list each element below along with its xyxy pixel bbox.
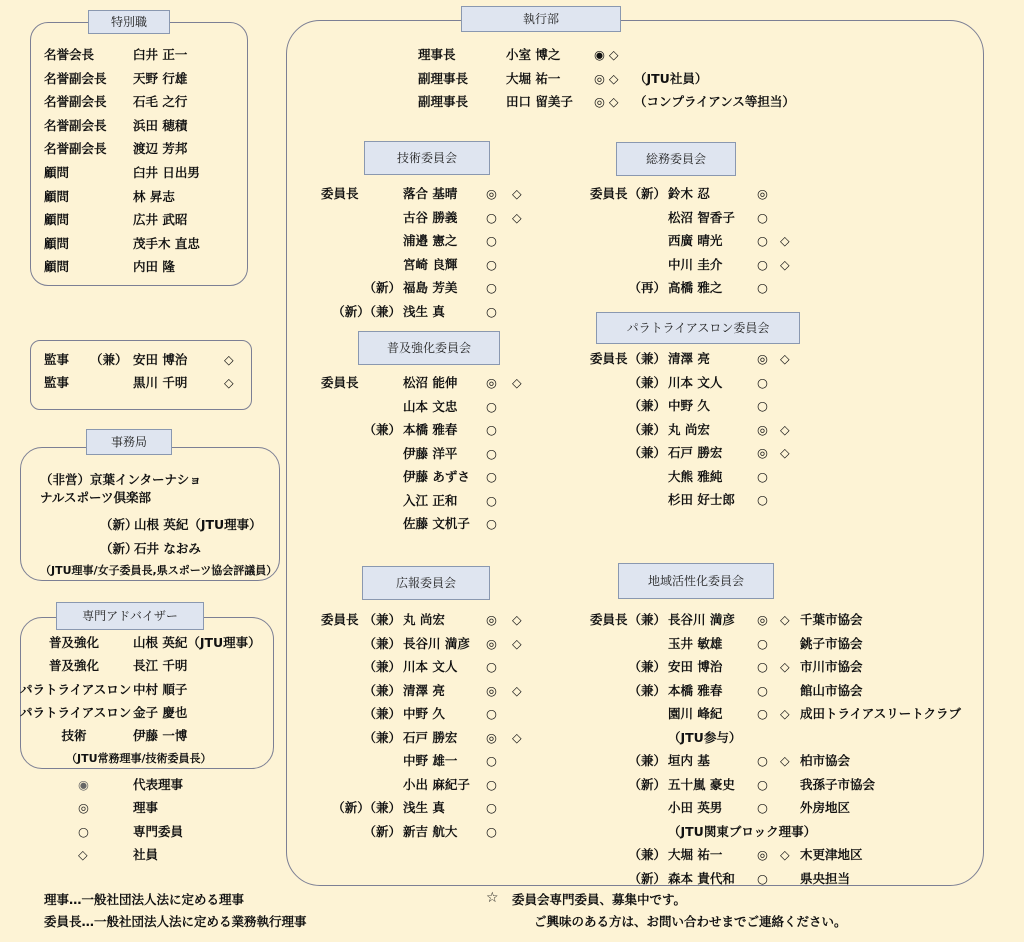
diamond-icon: ◇: [512, 729, 522, 745]
regional-member-name: 森本 貴代和: [668, 870, 735, 886]
diamond-icon: ◇: [512, 612, 522, 627]
regional-chair-role: 委員長: [590, 612, 628, 627]
diamond-icon: ◇: [780, 847, 790, 862]
exec-name: 小室 博之: [506, 47, 561, 62]
legend-label: 専門委員: [133, 823, 184, 839]
advisor-name: 山根 英紀（JTU理事）: [133, 635, 261, 650]
promo-member-name: 山本 文忠: [403, 398, 458, 414]
regional-member-tag: （兼）: [628, 612, 666, 627]
tech-member-name: 浅生 真: [403, 303, 445, 319]
member-status-icon: ◎: [486, 375, 497, 390]
member-status-icon: ○: [486, 233, 497, 248]
diamond-icon: ◇: [780, 421, 790, 437]
regional-member-name: 園川 峰紀: [668, 706, 723, 721]
pr-member-name: 丸 尚宏: [403, 612, 445, 627]
general-member-tag: （再）: [628, 280, 666, 295]
para-chair-role: 委員長: [590, 351, 628, 366]
pr-member-name: 中野 久: [403, 706, 445, 721]
member-status-icon: ○: [757, 256, 768, 272]
regional-member-name: 大堀 祐一: [668, 847, 723, 862]
tech-member-tag: （新）: [363, 280, 401, 295]
advisors-note: （JTU常務理事/技術委員長）: [66, 752, 212, 765]
advisor-field: パラトライアスロン: [20, 681, 132, 697]
footer-def-chair: 委員長…一般社団法人法に定める業務執行理事: [44, 914, 307, 929]
general-member-name: 松沼 智香子: [668, 209, 735, 225]
special-officers-label: 特別職: [88, 10, 170, 34]
executive-label: 執行部: [461, 6, 621, 32]
special-role: 顧問: [44, 259, 70, 275]
tech-chair-role: 委員長: [321, 186, 359, 201]
special-role: 顧問: [44, 235, 70, 251]
member-status-icon: ○: [486, 398, 497, 414]
exec-note: （コンプライアンス等担当）: [634, 94, 795, 109]
member-status-icon: ○: [486, 492, 497, 508]
legend-label: 社員: [133, 846, 159, 862]
special-role: 名誉副会長: [44, 94, 107, 110]
member-status-icon: ○: [486, 706, 497, 721]
member-status-icon: ○: [486, 303, 497, 319]
member-status-icon: ○: [486, 209, 497, 225]
pr-member-tag: （兼）: [363, 729, 401, 745]
regional-area: 県央担当: [800, 870, 851, 886]
advisor-field: 普及強化: [48, 658, 99, 674]
auditor-name: 黒川 千明: [133, 375, 188, 390]
exec-role: 理事長: [418, 47, 456, 62]
star-icon: ☆: [486, 890, 499, 906]
member-status-icon: ○: [486, 280, 497, 295]
pr-member-tag: （新）: [363, 823, 401, 839]
general-member-name: 高橋 雅之: [668, 280, 723, 295]
regional-area: 我孫子市協会: [800, 776, 876, 792]
diamond-icon: ◇: [512, 375, 522, 390]
member-status-icon: ○: [757, 280, 768, 295]
regional-member-tag: （兼）: [628, 682, 666, 698]
regional-member-tag: （兼）: [628, 659, 666, 674]
diamond-icon: ◇: [224, 375, 234, 390]
pr-committee-label: 広報委員会: [362, 566, 490, 600]
secretariat-member-tag: （新）: [100, 517, 138, 532]
secretariat-box: [20, 447, 280, 581]
pr-member-tag: （兼）: [363, 682, 401, 698]
promo-member-name: 佐藤 文机子: [403, 516, 470, 531]
diamond-icon: ◇: [780, 659, 790, 674]
promo-member-name: 伊藤 あずさ: [403, 469, 470, 484]
regional-area: 成田トライアスリートクラブ: [800, 706, 962, 721]
auditor-role: 監事: [44, 375, 70, 390]
secretariat-org-line2: ナルスポーツ倶楽部: [40, 490, 152, 505]
member-status-icon: ○: [757, 635, 768, 651]
advisor-name: 伊藤 一博: [133, 728, 188, 744]
auditor-name: 安田 博治: [133, 352, 188, 367]
auditor-role: 監事: [44, 352, 70, 367]
exec-symbols: ◎ ◇: [594, 94, 619, 109]
exec-symbols: ◎ ◇: [594, 70, 619, 86]
diamond-icon: ◇: [780, 445, 790, 460]
special-name: 林 昇志: [133, 188, 175, 204]
para-member-name: 川本 文人: [668, 374, 723, 390]
diamond-icon: ◇: [780, 753, 790, 768]
advisor-name: 金子 慶也: [133, 704, 188, 720]
tech-committee-label: 技術委員会: [364, 141, 490, 175]
legend-label: 代表理事: [133, 777, 184, 792]
general-committee-label: 総務委員会: [616, 142, 736, 176]
auditor-tag: （兼）: [90, 352, 128, 367]
diamond-icon: ◇: [780, 233, 790, 248]
special-name: 茂手木 直忠: [133, 235, 200, 251]
representative-director-icon: ◉: [78, 777, 89, 792]
regional-member-tag: （兼）: [628, 753, 666, 768]
exec-role: 副理事長: [418, 70, 469, 86]
special-name: 石毛 之行: [133, 94, 188, 110]
tech-member-name: 福島 芳美: [403, 280, 458, 295]
specialist-icon: ○: [78, 823, 89, 839]
para-committee-label: パラトライアスロン委員会: [596, 312, 800, 344]
secretariat-member-tag: （新）: [100, 541, 138, 556]
tech-member-name: 浦邉 憲之: [403, 233, 458, 248]
general-member-name: 中川 圭介: [668, 256, 723, 272]
para-member-name: 石戸 勝宏: [668, 445, 723, 460]
advisor-name: 中村 順子: [133, 681, 188, 697]
member-status-icon: ○: [757, 800, 768, 815]
special-name: 天野 行雄: [133, 70, 188, 86]
member-status-icon: ○: [486, 469, 497, 484]
member-status-icon: ○: [757, 870, 768, 886]
promo-member-name: 本橋 雅春: [403, 422, 458, 437]
general-member-tag: （新）: [628, 186, 666, 201]
diamond-icon: ◇: [780, 256, 790, 272]
regional-member-tag: （兼）: [628, 847, 666, 862]
member-status-icon: ○: [757, 706, 768, 721]
special-name: 広井 武昭: [133, 212, 188, 228]
member-icon: ◇: [78, 846, 88, 862]
advisor-field: 技術: [61, 728, 87, 744]
member-status-icon: ○: [757, 468, 768, 484]
diamond-icon: ◇: [780, 706, 790, 721]
special-name: 臼井 日出男: [133, 165, 200, 180]
member-status-icon: ◎: [486, 186, 497, 201]
pr-member-name: 石戸 勝宏: [403, 729, 458, 745]
pr-member-tag: （兼）: [363, 659, 401, 674]
pr-member-name: 浅生 真: [403, 800, 445, 815]
regional-member-name: 安田 博治: [668, 659, 723, 674]
regional-member-name: （JTU参与）: [668, 729, 742, 745]
member-status-icon: ○: [757, 682, 768, 698]
secretariat-note: （JTU理事/女子委員長,県スポーツ協会評議員）: [40, 564, 278, 577]
pr-member-name: 清澤 亮: [403, 682, 445, 698]
member-status-icon: ◎: [757, 351, 768, 366]
member-status-icon: ◎: [757, 421, 768, 437]
exec-name: 大堀 祐一: [506, 70, 561, 86]
special-name: 渡辺 芳邦: [133, 141, 188, 157]
advisor-field: 普及強化: [48, 635, 99, 650]
member-status-icon: ◎: [757, 186, 768, 201]
special-role: 名誉会長: [44, 47, 95, 62]
member-status-icon: ◎: [757, 612, 768, 627]
special-name: 臼井 正一: [133, 47, 188, 62]
regional-area: 館山市協会: [800, 682, 863, 698]
exec-name: 田口 留美子: [506, 94, 573, 109]
diamond-icon: ◇: [780, 351, 790, 366]
member-status-icon: ○: [486, 753, 497, 768]
exec-role: 副理事長: [418, 94, 469, 109]
member-status-icon: ◎: [757, 847, 768, 862]
pr-member-tag: （兼）: [363, 612, 401, 627]
member-status-icon: ○: [757, 753, 768, 768]
secretariat-member: 石井 なおみ: [134, 541, 201, 556]
pr-member-name: 小出 麻紀子: [403, 776, 470, 792]
special-role: 名誉副会長: [44, 141, 107, 157]
diamond-icon: ◇: [512, 209, 522, 225]
promo-chair-role: 委員長: [321, 375, 359, 390]
regional-area: 銚子市協会: [800, 635, 863, 651]
regional-area: 木更津地区: [800, 847, 863, 862]
para-member-tag: （兼）: [628, 421, 666, 437]
footer-def-director: 理事…一般社団法人法に定める理事: [44, 892, 245, 907]
regional-area: 柏市協会: [800, 753, 851, 768]
advisor-name: 長江 千明: [133, 658, 188, 674]
special-name: 浜田 穂積: [133, 117, 188, 133]
diamond-icon: ◇: [512, 635, 522, 651]
footer-recruit-line2: ご興味のある方は、お問い合わせまでご連絡ください。: [534, 914, 847, 929]
member-status-icon: ○: [757, 659, 768, 674]
regional-member-name: 小田 英男: [668, 800, 723, 815]
para-member-name: 清澤 亮: [668, 351, 710, 366]
general-member-name: 鈴木 忍: [668, 186, 710, 201]
general-chair-role: 委員長: [590, 186, 628, 201]
member-status-icon: ○: [486, 823, 497, 839]
regional-member-name: 垣内 基: [668, 753, 710, 768]
tech-member-tag: （新）（兼）: [332, 303, 401, 319]
member-status-icon: ○: [757, 776, 768, 792]
exec-note: （JTU社員）: [634, 70, 708, 86]
secretariat-member: 山根 英紀（JTU理事）: [134, 517, 262, 532]
regional-member-name: （JTU関東ブロック理事）: [668, 823, 817, 839]
pr-chair-role: 委員長: [321, 612, 359, 627]
diamond-icon: ◇: [512, 682, 522, 698]
member-status-icon: ○: [757, 492, 768, 507]
para-member-tag: （兼）: [628, 398, 666, 413]
pr-member-name: 長谷川 満彦: [403, 635, 470, 651]
promo-member-name: 入江 正和: [403, 492, 458, 508]
regional-member-name: 本橋 雅春: [668, 682, 723, 698]
para-member-name: 大熊 雅純: [668, 468, 723, 484]
special-role: 顧問: [44, 212, 70, 228]
para-member-name: 中野 久: [668, 398, 710, 413]
promo-member-name: 伊藤 洋平: [403, 445, 458, 461]
promo-member-name: 松沼 能伸: [403, 375, 458, 390]
regional-member-name: 玉井 敏雄: [668, 635, 723, 651]
diamond-icon: ◇: [224, 352, 234, 367]
regional-area: 外房地区: [800, 800, 851, 815]
tech-member-name: 落合 基晴: [403, 186, 458, 201]
advisors-label: 専門アドバイザー: [56, 602, 204, 630]
member-status-icon: ○: [486, 422, 497, 437]
special-role: 名誉副会長: [44, 117, 107, 133]
regional-member-name: 五十嵐 豪史: [668, 776, 735, 792]
member-status-icon: ◎: [486, 612, 497, 627]
para-member-tag: （兼）: [628, 351, 666, 366]
secretariat-label: 事務局: [86, 429, 172, 455]
member-status-icon: ○: [486, 256, 497, 272]
tech-member-name: 古谷 勝義: [403, 209, 458, 225]
pr-member-name: 新吉 航大: [403, 823, 458, 839]
general-member-name: 西廣 晴光: [668, 233, 723, 248]
secretariat-org-line1: （非営）京葉インターナショ: [40, 472, 202, 487]
diamond-icon: ◇: [512, 186, 522, 201]
para-member-name: 丸 尚宏: [668, 421, 710, 437]
para-member-tag: （兼）: [628, 374, 666, 390]
pr-member-tag: （新）（兼）: [332, 800, 401, 815]
promo-committee-label: 普及強化委員会: [358, 331, 500, 365]
special-role: 顧問: [44, 165, 70, 180]
pr-member-name: 中野 雄一: [403, 753, 458, 768]
advisor-field: パラトライアスロン: [20, 704, 132, 720]
exec-symbols: ◉ ◇: [594, 47, 619, 62]
special-name: 内田 隆: [133, 259, 175, 275]
member-status-icon: ○: [757, 233, 768, 248]
para-member-tag: （兼）: [628, 445, 666, 460]
regional-member-tag: （新）: [628, 870, 666, 886]
member-status-icon: ◎: [486, 729, 497, 745]
member-status-icon: ○: [757, 374, 768, 390]
pr-member-name: 川本 文人: [403, 659, 458, 674]
member-status-icon: ◎: [486, 635, 497, 651]
regional-area: 市川市協会: [800, 659, 863, 674]
regional-member-tag: （新）: [628, 776, 666, 792]
pr-member-tag: （兼）: [363, 706, 401, 721]
special-role: 名誉副会長: [44, 70, 107, 86]
member-status-icon: ○: [486, 800, 497, 815]
director-icon: ◎: [78, 800, 89, 816]
member-status-icon: ◎: [486, 682, 497, 698]
regional-committee-label: 地域活性化委員会: [618, 563, 774, 599]
member-status-icon: ○: [486, 516, 497, 531]
member-status-icon: ◎: [757, 445, 768, 460]
tech-member-name: 宮崎 良輝: [403, 256, 458, 272]
regional-area: 千葉市協会: [800, 612, 863, 627]
promo-member-tag: （兼）: [363, 422, 401, 437]
member-status-icon: ○: [757, 398, 768, 413]
special-role: 顧問: [44, 188, 70, 204]
member-status-icon: ○: [486, 445, 497, 461]
pr-member-tag: （兼）: [363, 635, 401, 651]
para-member-name: 杉田 好士郎: [668, 492, 735, 507]
footer-recruit-line1: 委員会専門委員、募集中です。: [512, 892, 687, 907]
regional-member-name: 長谷川 満彦: [668, 612, 735, 627]
member-status-icon: ○: [486, 776, 497, 792]
member-status-icon: ○: [757, 209, 768, 225]
diamond-icon: ◇: [780, 612, 790, 627]
legend-label: 理事: [133, 800, 159, 816]
member-status-icon: ○: [486, 659, 497, 674]
